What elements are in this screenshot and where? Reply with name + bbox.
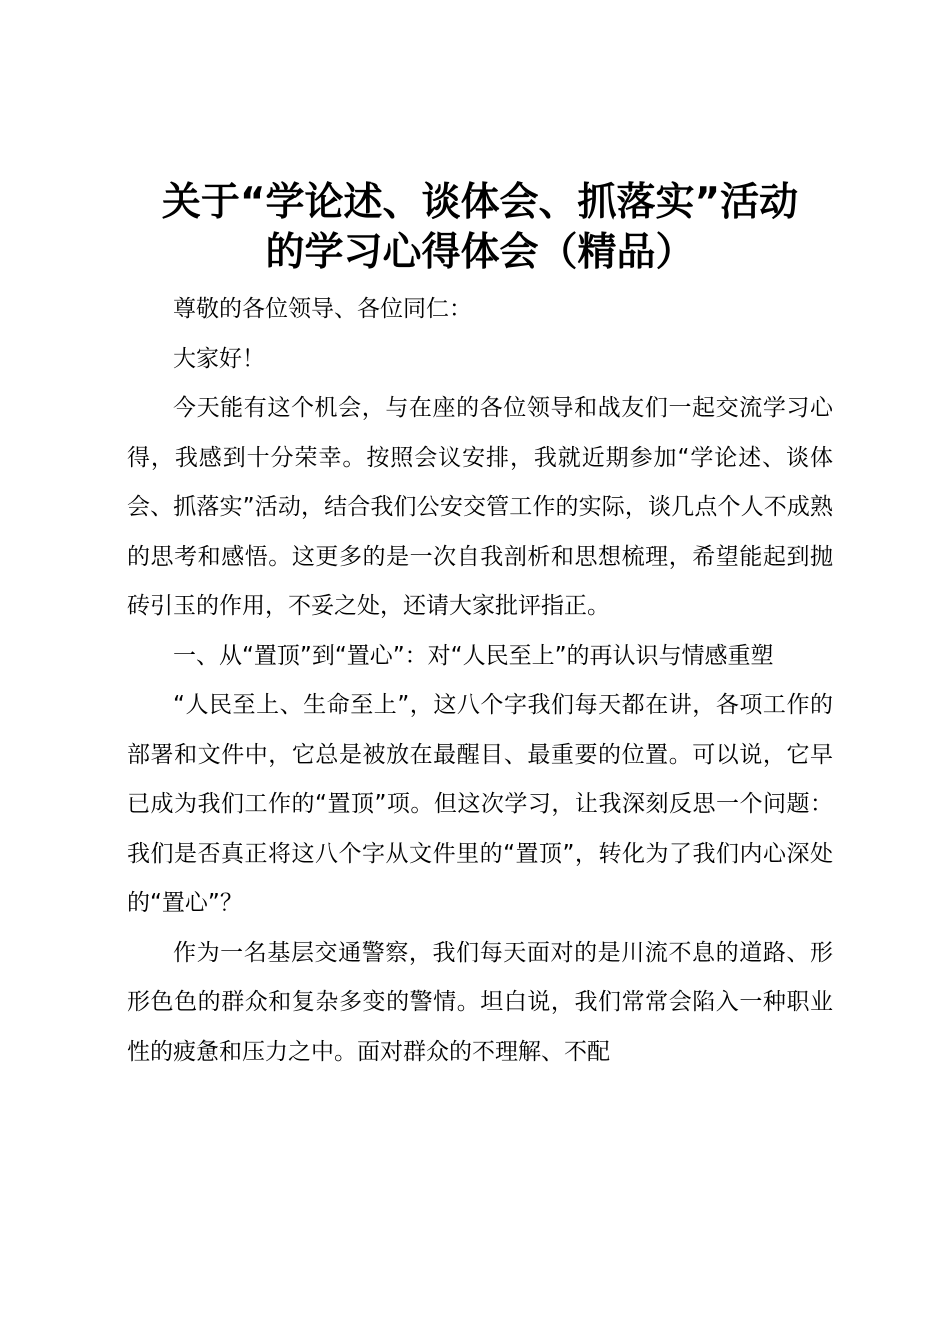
title-line-2: 的学习心得体会（精品） <box>265 230 695 275</box>
document-title <box>110 178 850 278</box>
greeting: 大家好！ <box>173 345 265 372</box>
title-line-1: 关于“学论述、谈体会、抓落实”活动 <box>161 180 799 225</box>
salutation: 尊敬的各位领导、各位同仁： <box>173 296 472 322</box>
document-body <box>127 285 833 1077</box>
paragraph-intro: 今天能有这个机会，与在座的各位领导和战友们一起交流学习心得，我感到十分荣幸。按照会议安排，我就近期参加“学论述、谈体会、抓落实”活动，结合我们公安交管工作的实际，谈几点个人不成熟的思考和感悟。这更多的是一次自我剖析和思想梳理，希望能起到抛砖引玉的作用，不妥之处，还请大家批评指正。 <box>127 395 833 619</box>
section-heading-1: 一、从“置顶”到“置心”：对“人民至上”的再认识与情感重塑 <box>173 642 774 669</box>
paragraph: 作为一名基层交通警察，我们每天面对的是川流不息的道路、形形色色的群众和复杂多变的警情。坦白说，我们常常会陷入一种职业性的疲惫和压力之中。面对群众的不理解、不配 <box>127 939 833 1065</box>
paragraph: “人民至上、生命至上”，这八个字我们每天都在讲，各项工作的部署和文件中，它总是被放在最醒目、最重要的位置。可以说，它早已成为我们工作的“置顶”项。但这次学习，让我深刻反思一个问题：我们是否真正将这八个字从文件里的“置顶”，转化为了我们内心深处的“置心”？ <box>127 692 833 916</box>
